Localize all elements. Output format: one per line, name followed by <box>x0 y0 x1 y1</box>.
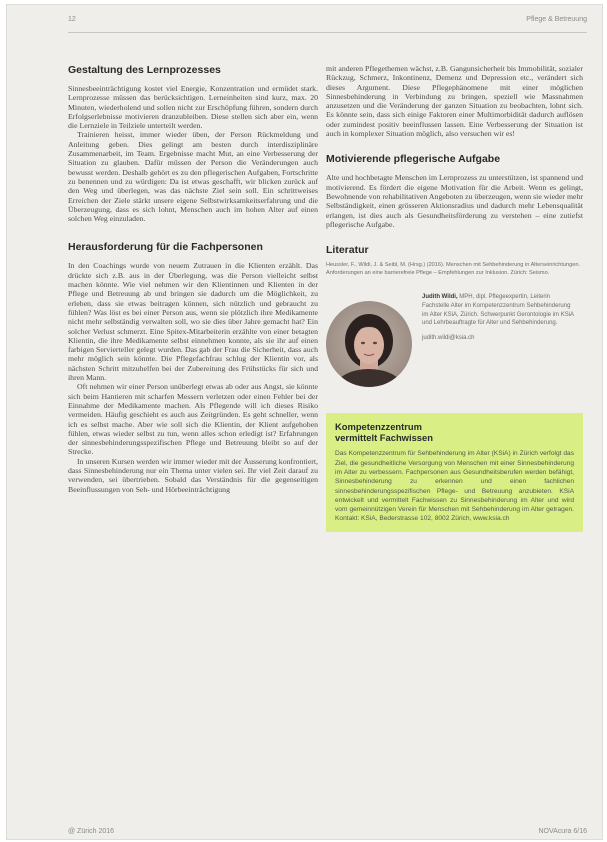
paragraph: Sinnesbeeinträchtigung kostet viel Energie, Konzentration und ermüdet stark. Lernprozesse müssen das berücksichtigen. Lerneinheiten sind kurz, max. 20 Minuten, wiederholend und sollen nicht zur Erschöpfung führen, sondern durch Erfolgserlebnisse motivieren dranzubleiben. Diese stellen sich aber ein, wenn die Lernziele in Teilziele unterteilt werden. <box>68 84 318 131</box>
author-name: Judith Wildi, <box>422 294 458 301</box>
info-box <box>326 413 583 531</box>
paragraph: Oft nehmen wir einer Person unüberlegt etwas ab oder aus Angst, sie könnte sich beim Hantieren mit scharfen Messern verletzen oder einen Fehler bei der Einnahme der Medikamente machen. Als Pflegende will ich dieses Risiko vermeiden. Häufig geschieht es auch aus Zeitgründen. Es geht schneller, wenn ich es selbst mache. Aber wie soll sich die Klientin, der Klient aufgehoben fühlen, etwas wieder selbst zu tun, wenn alles schon erledigt ist? Erfahrungen der sinnesbehinderungsspezifischen Pflege und Betreuung bleibt so auf der Strecke. <box>68 382 318 457</box>
footer-left: @ Zürich 2016 <box>68 828 115 835</box>
author-description: MPH, dipl. Pflegeexpertin, Leiterin Fachstelle Alter im Kompetenzzentrum Sehbehinderung im Alter KSiA, Zürich. Schwerpunkt Gerontologie im KSiA und Lehrbeauftragte für Alter und Sehbehinderung. <box>422 294 574 327</box>
info-box-text: Das Kompetenzzentrum für Sehbehinderung im Alter (KSiA) in Zürich verfolgt das Ziel, die gesundheitliche Versorgung von Menschen mit einer Sinnesbehinderung im Alter zu verbessern. Fachpersonen aus Gesundheitsberufen werden befähigt, Sinnesbehinderung zu erkennen und einen fachlichen sinnesbehinderungsspezifischen Pflege- und Betreuung anzubieten. KSiA entwickelt und vermittelt Fachwissen zu Sinnesbehinderung im Alter und wird vom gemeinnützigen Verein für Menschen mit Sehbehinderung im Alter getragen. Kontakt: KSiA, Bederstrasse 102, 8002 Zürich, www.ksia.ch <box>335 450 574 523</box>
right-column <box>326 64 583 532</box>
info-box-heading <box>335 421 574 443</box>
author-photo <box>326 301 412 387</box>
author-box <box>326 293 583 405</box>
literature-reference: Heussler, F., Wildi, J. & Seibl, M. (Hrsg.) (2016). Menschen mit Sehbehinderung in Alterseinrichtungen. Anforderungen an eine barrierefreie Pflege – Empfehlungen zur Inklusion. Zürich: Seismo. <box>326 262 581 276</box>
heading-herausforderung-fachpersonen: Herausforderung für die Fachpersonen <box>68 241 263 254</box>
paragraph: mit anderen Pflegethemen wächst, z.B. Gangunsicherheit bis Immobilität, sozialer Rückzug, Schmerz, Inkontinenz, Demenz und Depression etc., verändert sich dieses Argument. Diese Pflegephänomene mit einer möglichen Sinnesbehinderung in Verbindung zu bringen, speziell wie Massnahmen anzusetzen und die Veränderung der ganzen Situation zu beobachten, lohnt sich. Es könnte sein, dass sich einige Faktoren einer Multimorbidität dadurch auflösen oder zumindest positiv beeinflussen lassen. Eine Verbesserung der Situation ist auch in komplexer Situation möglich, also versuchen wir es! <box>326 64 583 139</box>
heading-gestaltung-lernprozess: Gestaltung des Lernprozesses <box>68 64 221 76</box>
section-label: Pflege & Betreuung <box>526 16 587 23</box>
info-box-heading-line2: vermittelt Fachwissen <box>335 432 433 444</box>
portrait-icon <box>326 301 412 387</box>
heading-motivierende-aufgabe: Motivierende pflegerische Aufgabe <box>326 153 501 166</box>
info-box-heading-line1: Kompetenzzentrum <box>335 421 422 433</box>
paragraph: In unseren Kursen werden wir immer wieder mit der Äusserung konfrontiert, dass Sinnesbehinderung nur ein Thema unter vielen sei. Ihr viel Zeit darauf zu verwenden, sei übertrieben. Sobald das Verständnis für die gegenseitigen Beeinflussungen von Seh- und Hörbeeinträchtigung <box>68 456 318 494</box>
running-header <box>68 12 587 33</box>
magazine-page <box>6 4 603 840</box>
author-email: judith.wildi@ksia.ch <box>422 334 475 341</box>
page-number: 12 <box>68 16 76 23</box>
paragraph: Alte und hochbetagte Menschen im Lernprozess zu unterstützen, ist spannend und motivierend. Es fördert die eigene Motivation für die Arbeit. Wenn es gelingt, Bewohnende von rehabilitativen Angeboten zu überzeugen, wenn sie wieder mehr Selbständigkeit, einen grösseren Aktionsradius und dadurch mehr Lebensqualität erlangen, ist dies auch als Gesundheitsförderung zu verstehen – eine zutiefst pflegerische Aufgabe. <box>326 173 583 229</box>
footer-right: NOVAcura 6/16 <box>538 828 587 835</box>
heading-literatur: Literatur <box>326 244 369 257</box>
author-bio <box>422 293 574 342</box>
left-column <box>68 64 318 494</box>
paragraph: Trainieren heisst, immer wieder üben, der Person Rückmeldung und Anleitung geben. Dies gelingt am besten durch interdisziplinäre Zusammenarbeit, im Team. Ergebnisse macht Mut, an eine Verbesserung der Situation zu glauben. Dafür müssen der Person die Veränderungen auch bewusst werden. Deshalb gehört es zu den pflegerischen Aufgaben, Fortschritte zu benennen und zu würdigen: Da ist etwas geschafft, wir blicken zurück auf den Weg und überlegen, was das nächste Ziel sein soll. Ein schrittweises Erreichen der Ziele stärkt unsere eigene Selbstwirksamkeitserfahrung und die Überzeugung, dass es sich lohnt, Menschen auch im hohen Alter auf einen solchen Weg einzuladen. <box>68 130 318 224</box>
paragraph: In den Coachings wurde von neuem Zutrauen in die Klienten erzählt. Das drückte sich z.B. aus in der Überlegung, was die Person vielleicht selbst machen könnte. Wie viel nehmen wir den Klientinnen und Klienten in der Pflege und Betreuung ab und bringen sie dadurch um die Möglichkeit, zu erleben, dass sie etwas beitragen können, sich nützlich und gebraucht zu fühlen? Was löst es bei einer Person aus, wenn sie plötzlich ihre Medikamente nicht mehr selbständig verwalten soll, wo sie dies über Jahre gemacht hat? Ein solcher Verlust schmerzt. Eine Spitex-Mitarbeiterin erzählte von einer betagten Klientin, die ihre Medikamente selbst einnehmen konnte, als sie ihr auf einen farbigen Servierteller gelegt wurden. Das gab der Frau die Sicherheit, dass auch mehr möglich sein könnte. Die Pflegefachfrau schlug der Klientin vor, als nächsten Schritt mitzuhelfen bei der Zubereitung des Frühstücks für sich und ihren Mann. <box>68 261 318 383</box>
